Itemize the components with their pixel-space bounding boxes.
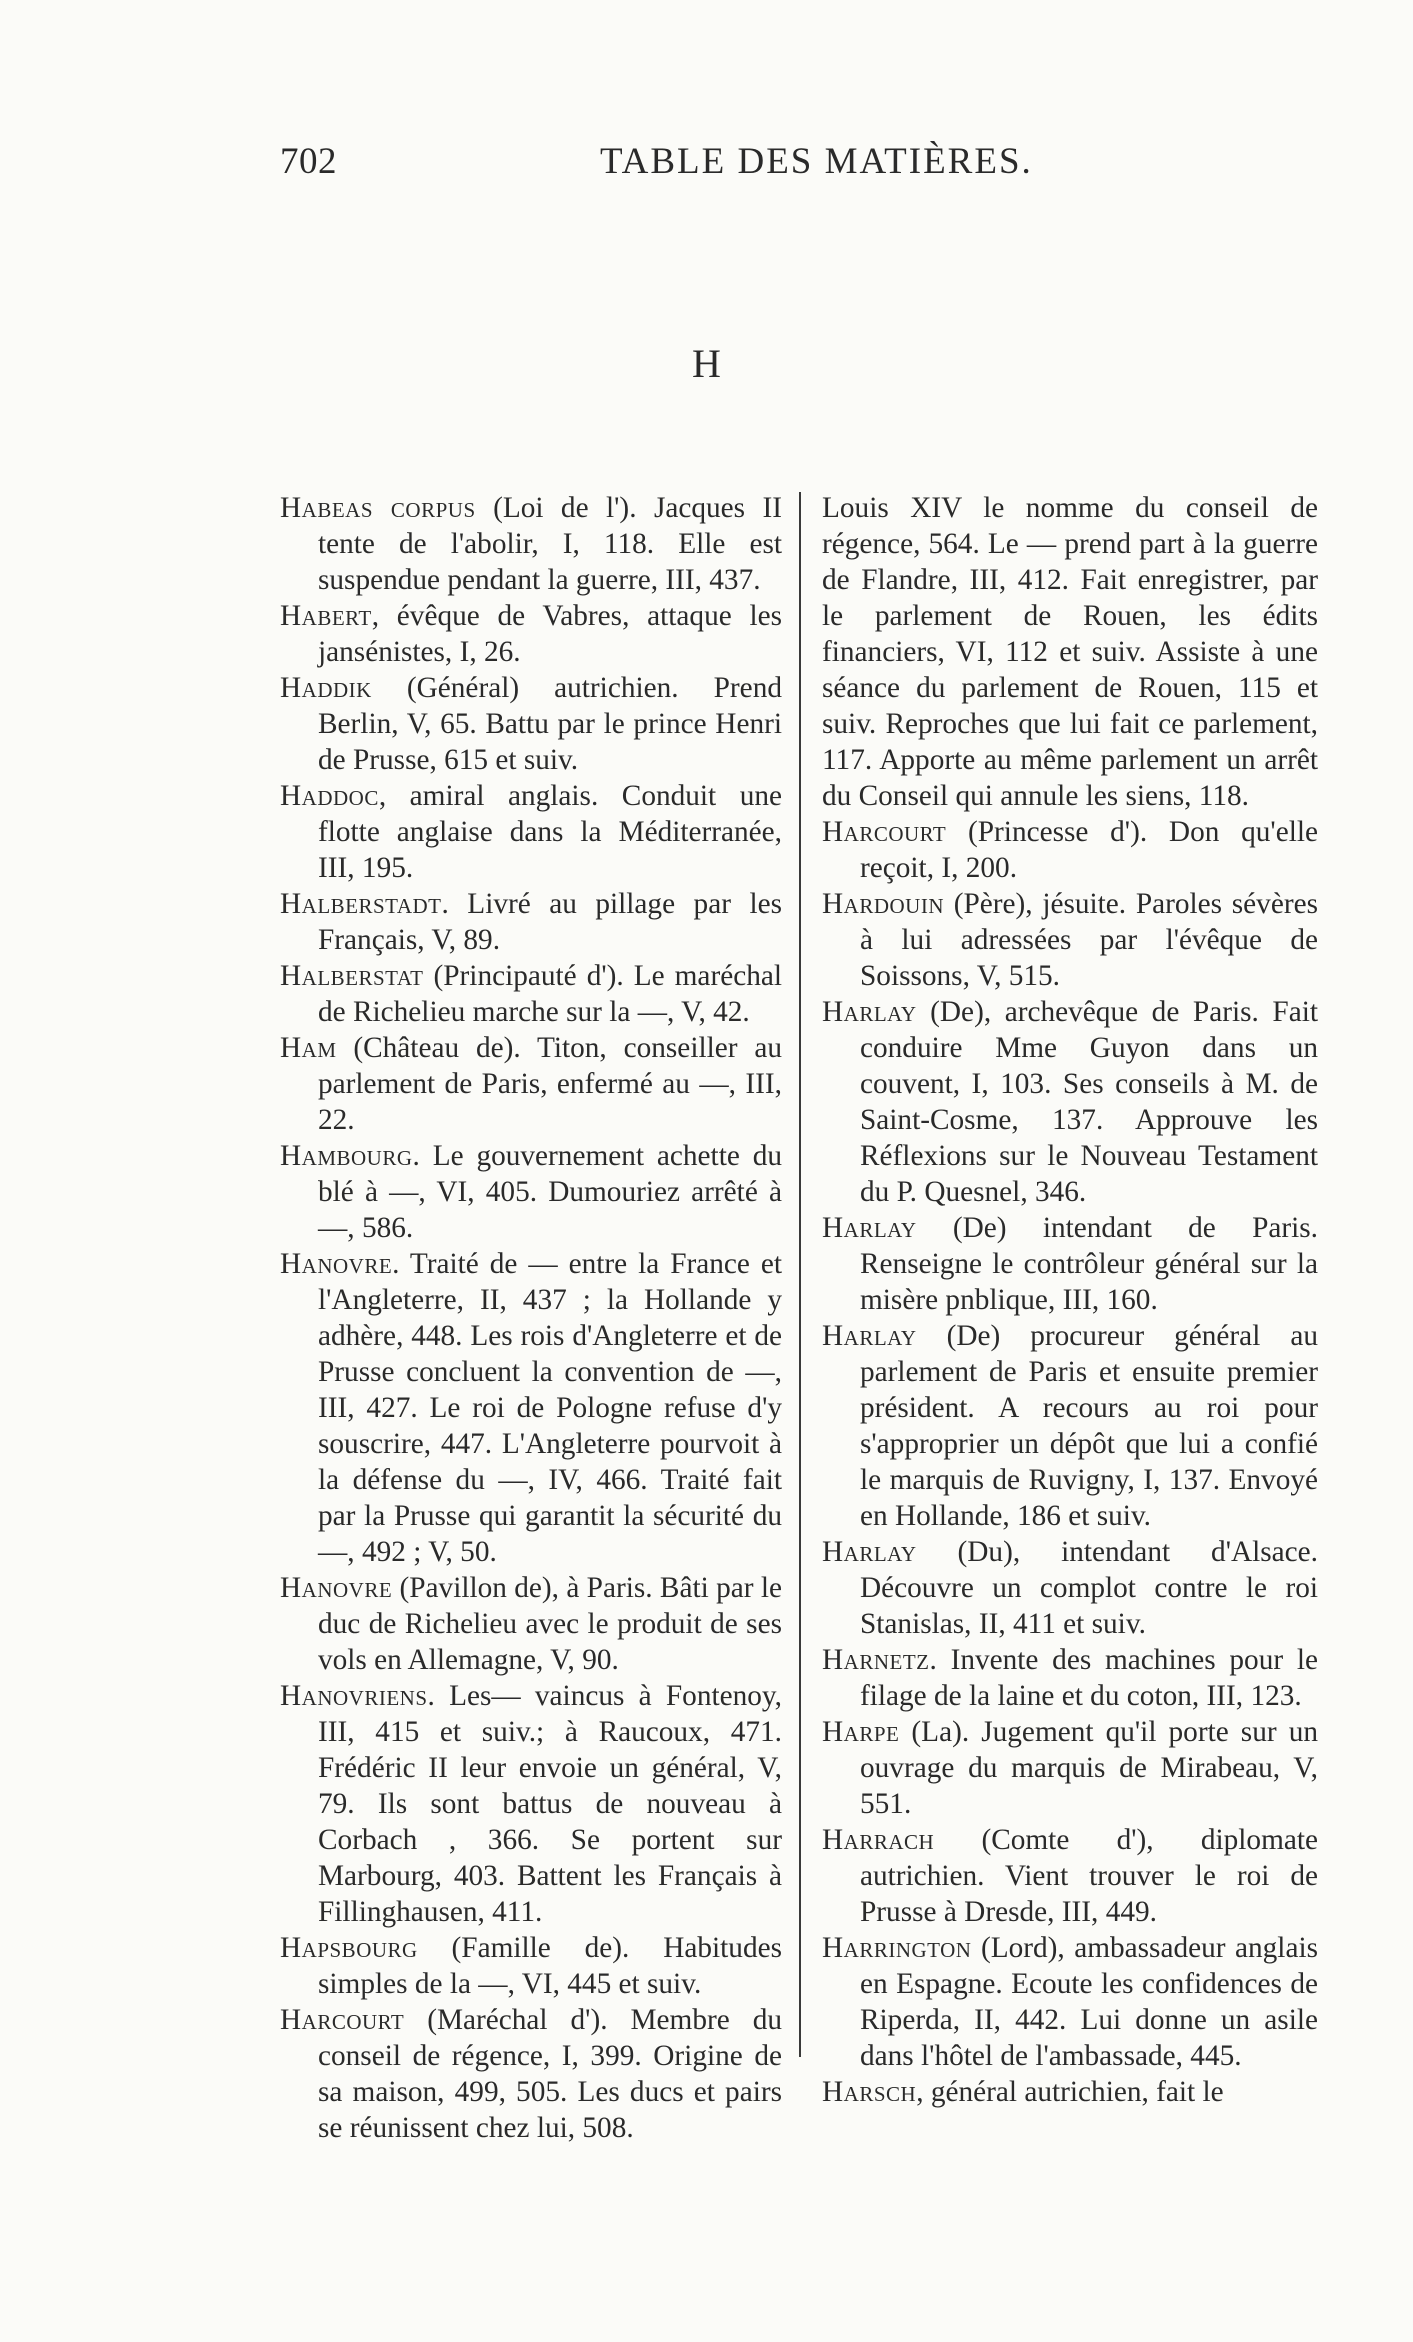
entry-text: (Père), jésuite. Paroles sévères à lui adressées par l'évêque de Soissons, V, 515. [860, 888, 1318, 992]
entry-headword: Harrach [822, 1824, 935, 1856]
entry-headword: Habeas corpus [280, 492, 476, 524]
entry-text: . Le gouvernement achette du blé à —, VI, 405. Dumouriez arrêté à —, 586. [318, 1140, 782, 1244]
index-entry [280, 1138, 782, 1246]
index-column-left [280, 490, 782, 2146]
entry-headword: Harlay [822, 1536, 917, 1568]
index-entry [280, 1678, 782, 1930]
index-entry [280, 778, 782, 886]
index-entry [280, 1030, 782, 1138]
entry-headword: Habert [280, 600, 372, 632]
entry-text: (La). Jugement qu'il porte sur un ouvrage du marquis de Mirabeau, V, 551. [860, 1716, 1318, 1820]
index-entry [280, 598, 782, 670]
entry-text: (Loi de l'). Jacques II tente de l'abolir, I, 118. Elle est suspendue pendant la guerre, III, 437. [318, 492, 782, 596]
entry-text: (Comte d'), diplomate autrichien. Vient trouver le roi de Prusse à Dresde, III, 449. [860, 1824, 1318, 1928]
index-entry [280, 1930, 782, 2002]
page-header [280, 140, 1050, 190]
entry-text: . Les— vaincus à Fontenoy, III, 415 et suiv.; à Raucoux, 471. Frédéric II leur envoie un général, V, 79. Ils sont battus de nouveau à Corbach , 366. Se portent sur Marbourg, 403. Battent les Français à Fillinghausen, 411. [318, 1680, 782, 1928]
entry-text: , amiral anglais. Conduit une flotte anglaise dans la Méditerranée, III, 195. [318, 780, 782, 884]
entry-headword: Hanovriens [280, 1680, 428, 1712]
entry-headword: Harnetz [822, 1644, 930, 1676]
entry-text: (Princesse d'). Don qu'elle reçoit, I, 200. [860, 816, 1318, 884]
entry-text: . Invente des machines pour le filage de la laine et du coton, III, 123. [860, 1644, 1318, 1712]
entry-headword: Hambourg [280, 1140, 413, 1172]
index-entry [822, 814, 1318, 886]
entry-text: (Du), intendant d'Alsace. Découvre un complot contre le roi Stanislas, II, 411 et suiv. [860, 1536, 1318, 1640]
entry-text: Louis XIV le nomme du conseil de régence, 564. Le — prend part à la guerre de Flandre, III, 412. Fait enregistrer, par le parlement de Rouen, les édits financiers, VI, 112 et suiv. Assiste à une séance du parlement de Rouen, 115 et suiv. Reproches que lui fait ce parlement, 117. Apporte au même parlement un arrêt du Conseil qui annule les siens, 118. [822, 492, 1318, 812]
page-number: 702 [280, 141, 337, 182]
entry-text: (De) intendant de Paris. Renseigne le contrôleur général sur la misère pnblique, III, 160. [860, 1212, 1318, 1316]
index-entry [280, 886, 782, 958]
index-entry [280, 1570, 782, 1678]
entry-headword: Hanovre [280, 1248, 393, 1280]
index-entry [280, 670, 782, 778]
index-entry [822, 1822, 1318, 1930]
index-entry [822, 1534, 1318, 1642]
entry-text: (Maréchal d'). Membre du conseil de régence, I, 399. Origine de sa maison, 499, 505. Les ducs et pairs se réunissent chez lui, 508. [318, 2004, 782, 2144]
entry-text: , général autrichien, fait le [916, 2076, 1224, 2108]
entry-headword: Halberstadt [280, 888, 442, 920]
entry-headword: Hapsbourg [280, 1932, 418, 1964]
index-entry [822, 1318, 1318, 1534]
entry-headword: Hardouin [822, 888, 944, 920]
entry-headword: Harpe [822, 1716, 900, 1748]
entry-text: (Lord), ambassadeur anglais en Espagne. Ecoute les confidences de Riperda, II, 442. Lui donne un asile dans l'hôtel de l'ambassade, 445. [860, 1932, 1318, 2072]
entry-headword: Harlay [822, 1320, 917, 1352]
entry-headword: Harlay [822, 996, 917, 1028]
index-entry [822, 994, 1318, 1210]
entry-headword: Harsch [822, 2076, 917, 2108]
index-entry [822, 1930, 1318, 2074]
index-entry [822, 1210, 1318, 1318]
running-title: TABLE DES MATIÈRES. [600, 141, 1033, 182]
entry-text: , évêque de Vabres, attaque les jansénistes, I, 26. [318, 600, 782, 668]
entry-headword: Halberstat [280, 960, 424, 992]
index-entry [822, 2074, 1318, 2110]
entry-headword: Haddoc [280, 780, 379, 812]
entry-headword: Ham [280, 1032, 337, 1064]
index-column-right [822, 490, 1318, 2110]
entry-headword: Harcourt [280, 2004, 405, 2036]
index-entry-continued [822, 490, 1318, 814]
entry-headword: Hanovre [280, 1572, 393, 1604]
entry-text: (De) procureur général au parlement de Paris et ensuite premier président. A recours au roi pour s'approprier un dépôt que lui a confié le marquis de Ruvigny, I, 137. Envoyé en Hollande, 186 et suiv. [860, 1320, 1318, 1532]
entry-text: . Traité de — entre la France et l'Angleterre, II, 437 ; la Hollande y adhère, 448. Les rois d'Angleterre et de Prusse concluent la convention de —, III, 427. Le roi de Pologne refuse d'y souscrire, 447. L'Angleterre pourvoit à la défense du —, IV, 466. Traité fait par la Prusse qui garantit la sécurité du —, 492 ; V, 50. [318, 1248, 782, 1568]
entry-headword: Harrington [822, 1932, 972, 1964]
column-divider [799, 492, 801, 2057]
section-letter: H [692, 341, 721, 386]
index-entry [280, 2002, 782, 2146]
index-entry [822, 886, 1318, 994]
entry-text: (Principauté d'). Le maréchal de Richelieu marche sur la —, V, 42. [318, 960, 782, 1028]
entry-text: (Château de). Titon, conseiller au parlement de Paris, enfermé au —, III, 22. [318, 1032, 782, 1136]
index-entry [822, 1714, 1318, 1822]
entry-headword: Haddik [280, 672, 372, 704]
index-entry [822, 1642, 1318, 1714]
entry-headword: Harcourt [822, 816, 947, 848]
index-entry [280, 490, 782, 598]
entry-headword: Harlay [822, 1212, 917, 1244]
entry-text: . Livré au pillage par les Français, V, 89. [318, 888, 782, 956]
entry-text: (Pavillon de), à Paris. Bâti par le duc de Richelieu avec le produit de ses vols en Allemagne, V, 90. [318, 1572, 782, 1676]
index-entry [280, 958, 782, 1030]
entry-text: (Famille de). Habitudes simples de la —, VI, 445 et suiv. [318, 1932, 782, 2000]
entry-text: (Général) autrichien. Prend Berlin, V, 65. Battu par le prince Henri de Prusse, 615 et suiv. [318, 672, 782, 776]
index-entry [280, 1246, 782, 1570]
entry-text: (De), archevêque de Paris. Fait conduire Mme Guyon dans un couvent, I, 103. Ses conseils à M. de Saint-Cosme, 137. Approuve les Réflexions sur le Nouveau Testament du P. Quesnel, 346. [860, 996, 1318, 1208]
